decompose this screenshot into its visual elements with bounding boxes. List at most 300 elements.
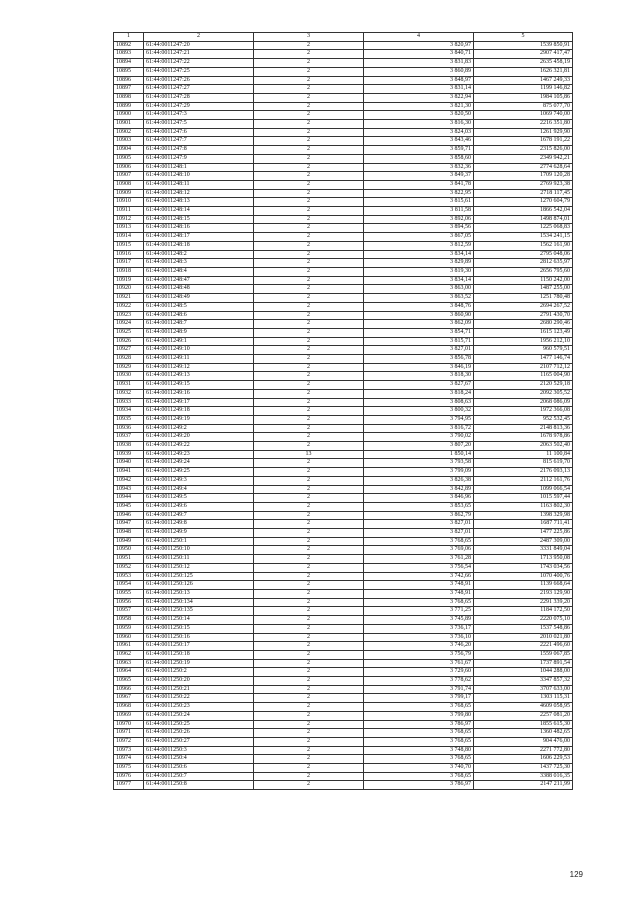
table-cell-col5: 1984 105,86 <box>474 93 573 102</box>
table-cell-col3: 2 <box>254 93 364 102</box>
table-cell-col3: 2 <box>254 755 364 764</box>
table-cell-col1: 10963 <box>114 659 144 668</box>
table-row <box>114 677 573 686</box>
table-cell-col2: 61:44:0011250:21 <box>144 685 254 694</box>
table-cell-col5: 1150 242,00 <box>474 276 573 285</box>
table-cell-col5: 2315 826,00 <box>474 146 573 155</box>
table-cell-col1: 10948 <box>114 529 144 538</box>
table-cell-col3: 2 <box>254 502 364 511</box>
table-cell-col1: 10897 <box>114 85 144 94</box>
table-cell-col5: 1261 929,90 <box>474 128 573 137</box>
table-cell-col1: 10944 <box>114 494 144 503</box>
table-row <box>114 389 573 398</box>
table-cell-col5: 2063 502,40 <box>474 442 573 451</box>
table-cell-col5: 1972 366,08 <box>474 407 573 416</box>
table-cell-col3: 2 <box>254 389 364 398</box>
table-cell-col3: 2 <box>254 355 364 364</box>
table-cell-col5: 1498 874,01 <box>474 215 573 224</box>
table-cell-col5: 1537 548,86 <box>474 624 573 633</box>
table-cell-col5: 2812 635,97 <box>474 259 573 268</box>
table-cell-col3: 2 <box>254 120 364 129</box>
table-cell-col4: 3 793,58 <box>364 459 474 468</box>
table-cell-col5: 1737 891,54 <box>474 659 573 668</box>
table-cell-col3: 2 <box>254 363 364 372</box>
table-cell-col1: 10925 <box>114 328 144 337</box>
table-cell-col3: 2 <box>254 85 364 94</box>
table-row <box>114 581 573 590</box>
table-cell-col1: 10928 <box>114 355 144 364</box>
table-cell-col5: 4609 058,95 <box>474 703 573 712</box>
table-cell-col3: 2 <box>254 163 364 172</box>
table-row <box>114 320 573 329</box>
table-cell-col1: 10939 <box>114 450 144 459</box>
table-cell-col5: 2656 795,60 <box>474 267 573 276</box>
table-row <box>114 259 573 268</box>
table-cell-col5: 1199 146,82 <box>474 85 573 94</box>
table-row <box>114 737 573 746</box>
table-row <box>114 67 573 76</box>
table-cell-col5: 1303 115,31 <box>474 694 573 703</box>
table-row <box>114 189 573 198</box>
table-cell-col5: 3331 849,04 <box>474 546 573 555</box>
table-cell-col4: 3 768,65 <box>364 703 474 712</box>
table-cell-col4: 3 849,37 <box>364 172 474 181</box>
table-cell-col4: 3 841,78 <box>364 180 474 189</box>
table-cell-col4: 3 761,67 <box>364 659 474 668</box>
table-cell-col1: 10926 <box>114 337 144 346</box>
table-cell-col1: 10923 <box>114 311 144 320</box>
table-cell-col5: 1559 067,85 <box>474 650 573 659</box>
table-cell-col5: 1562 161,90 <box>474 241 573 250</box>
table-cell-col4: 3 843,46 <box>364 137 474 146</box>
table-cell-col3: 2 <box>254 128 364 137</box>
table-cell-col2: 61:44:0011249:1 <box>144 337 254 346</box>
table-cell-col3: 2 <box>254 772 364 781</box>
table-cell-col5: 2112 161,76 <box>474 476 573 485</box>
table-row <box>114 537 573 546</box>
table-cell-col5: 2148 813,36 <box>474 424 573 433</box>
table-row <box>114 41 573 50</box>
table-cell-col2: 61:44:0011249:15 <box>144 381 254 390</box>
table-cell-col1: 10956 <box>114 598 144 607</box>
table-cell-col1: 10943 <box>114 485 144 494</box>
table-row <box>114 598 573 607</box>
table-cell-col5: 1626 321,81 <box>474 67 573 76</box>
table-cell-col2: 61:44:0011247:3 <box>144 111 254 120</box>
table-cell-col5: 2680 290,46 <box>474 320 573 329</box>
table-cell-col1: 10935 <box>114 415 144 424</box>
table-cell-col1: 10899 <box>114 102 144 111</box>
table-cell-col3: 2 <box>254 468 364 477</box>
table-cell-col1: 10914 <box>114 233 144 242</box>
table-cell-col1: 10955 <box>114 590 144 599</box>
table-cell-col5: 3347 857,32 <box>474 677 573 686</box>
table-cell-col5: 2907 417,47 <box>474 50 573 59</box>
table-row <box>114 337 573 346</box>
table-cell-col2: 61:44:0011250:27 <box>144 737 254 746</box>
table-cell-col3: 2 <box>254 259 364 268</box>
table-row <box>114 50 573 59</box>
table-cell-col5: 2176 093,13 <box>474 468 573 477</box>
table-cell-col5: 2257 081,20 <box>474 711 573 720</box>
table-cell-col3: 2 <box>254 624 364 633</box>
table-cell-col4: 3 834,14 <box>364 276 474 285</box>
table-cell-col4: 3 894,56 <box>364 224 474 233</box>
table-cell-col5: 2349 942,21 <box>474 154 573 163</box>
table-cell-col3: 2 <box>254 581 364 590</box>
table-cell-col1: 10905 <box>114 154 144 163</box>
table-cell-col4: 3 794,95 <box>364 415 474 424</box>
table-cell-col5: 2487 309,00 <box>474 537 573 546</box>
table-cell-col1: 10947 <box>114 520 144 529</box>
table-cell-col5: 1099 066,54 <box>474 485 573 494</box>
table-row <box>114 128 573 137</box>
table-cell-col5: 2120 529,18 <box>474 381 573 390</box>
table-cell-col5: 1467 249,33 <box>474 76 573 85</box>
table-cell-col4: 3 846,19 <box>364 363 474 372</box>
table-cell-col2: 61:44:0011249:5 <box>144 494 254 503</box>
table-cell-col5: 2291 339,20 <box>474 598 573 607</box>
table-row <box>114 137 573 146</box>
table-cell-col1: 10896 <box>114 76 144 85</box>
table-cell-col2: 61:44:0011247:25 <box>144 67 254 76</box>
table-cell-col3: 2 <box>254 59 364 68</box>
table-cell-col5: 1437 725,30 <box>474 764 573 773</box>
table-cell-col1: 10918 <box>114 267 144 276</box>
table-cell-col2: 61:44:0011247:7 <box>144 137 254 146</box>
table-cell-col2: 61:44:0011249:23 <box>144 450 254 459</box>
table-cell-col5: 1070 400,76 <box>474 572 573 581</box>
table-cell-col4: 3 742,66 <box>364 572 474 581</box>
table-cell-col4: 3 807,20 <box>364 442 474 451</box>
table-row <box>114 468 573 477</box>
column-header-4: 4 <box>364 33 474 42</box>
table-cell-col5: 2220 075,10 <box>474 616 573 625</box>
table-row <box>114 555 573 564</box>
table-cell-col3: 2 <box>254 677 364 686</box>
table-cell-col3: 2 <box>254 180 364 189</box>
table-cell-col1: 10946 <box>114 511 144 520</box>
table-cell-col3: 2 <box>254 642 364 651</box>
table-cell-col1: 10968 <box>114 703 144 712</box>
table-cell-col3: 2 <box>254 520 364 529</box>
table-cell-col4: 3 786,97 <box>364 720 474 729</box>
table-row <box>114 59 573 68</box>
table-cell-col2: 61:44:0011247:6 <box>144 128 254 137</box>
table-cell-col3: 2 <box>254 476 364 485</box>
table-cell-col3: 2 <box>254 746 364 755</box>
table-cell-col2: 61:44:0011250:8 <box>144 781 254 790</box>
table-cell-col2: 61:44:0011249:17 <box>144 398 254 407</box>
table-cell-col4: 3 860,90 <box>364 311 474 320</box>
table-cell-col1: 10902 <box>114 128 144 137</box>
table-row <box>114 668 573 677</box>
table-cell-col3: 2 <box>254 337 364 346</box>
table-cell-col1: 10961 <box>114 642 144 651</box>
table-cell-col1: 10940 <box>114 459 144 468</box>
table-cell-col2: 61:44:0011249:13 <box>144 372 254 381</box>
table-cell-col3: 2 <box>254 546 364 555</box>
table-cell-col1: 10977 <box>114 781 144 790</box>
table-row <box>114 494 573 503</box>
table-cell-col5: 1069 740,00 <box>474 111 573 120</box>
table-cell-col4: 3 748,91 <box>364 581 474 590</box>
table-cell-col3: 2 <box>254 737 364 746</box>
table-row <box>114 459 573 468</box>
table-cell-col5: 2092 305,52 <box>474 389 573 398</box>
table-cell-col2: 61:44:0011250:15 <box>144 624 254 633</box>
table-row <box>114 424 573 433</box>
table-cell-col1: 10934 <box>114 407 144 416</box>
table-cell-col1: 10976 <box>114 772 144 781</box>
table-cell-col2: 61:44:0011250:135 <box>144 607 254 616</box>
table-row <box>114 607 573 616</box>
table-cell-col2: 61:44:0011248:16 <box>144 224 254 233</box>
table-cell-col1: 10962 <box>114 650 144 659</box>
table-cell-col3: 2 <box>254 207 364 216</box>
table-cell-col4: 3 736,17 <box>364 624 474 633</box>
table-cell-col2: 61:44:0011248:2 <box>144 250 254 259</box>
table-cell-col1: 10908 <box>114 180 144 189</box>
table-cell-col1: 10954 <box>114 581 144 590</box>
table-row <box>114 93 573 102</box>
table-cell-col4: 3 800,32 <box>364 407 474 416</box>
table-cell-col3: 2 <box>254 494 364 503</box>
table-cell-col4: 3 818,24 <box>364 389 474 398</box>
table-cell-col2: 61:44:0011250:12 <box>144 563 254 572</box>
table-cell-col4: 3 892,06 <box>364 215 474 224</box>
table-cell-col5: 2010 021,80 <box>474 633 573 642</box>
table-cell-col3: 2 <box>254 415 364 424</box>
table-cell-col4: 3 791,74 <box>364 685 474 694</box>
table-cell-col3: 2 <box>254 459 364 468</box>
table-row <box>114 502 573 511</box>
table-cell-col3: 2 <box>254 659 364 668</box>
table-row <box>114 85 573 94</box>
table-cell-col4: 3 822,95 <box>364 189 474 198</box>
table-cell-col1: 10930 <box>114 372 144 381</box>
table-row <box>114 146 573 155</box>
table-row <box>114 450 573 459</box>
table-cell-col1: 10938 <box>114 442 144 451</box>
table-row <box>114 764 573 773</box>
table-cell-col3: 2 <box>254 276 364 285</box>
table-cell-col4: 3 768,65 <box>364 772 474 781</box>
table-cell-col2: 61:44:0011249:8 <box>144 520 254 529</box>
table-cell-col1: 10898 <box>114 93 144 102</box>
table-cell-col4: 3 799,80 <box>364 711 474 720</box>
table-cell-col5: 2068 086,09 <box>474 398 573 407</box>
table-cell-col3: 2 <box>254 590 364 599</box>
table-cell-col4: 3 863,00 <box>364 285 474 294</box>
table-cell-col5: 2769 923,38 <box>474 180 573 189</box>
table-cell-col1: 10967 <box>114 694 144 703</box>
table-cell-col2: 61:44:0011250:18 <box>144 650 254 659</box>
table-cell-col5: 1615 123,49 <box>474 328 573 337</box>
table-cell-col2: 61:44:0011248:6 <box>144 311 254 320</box>
table-cell-col3: 2 <box>254 146 364 155</box>
table-cell-col4: 3 778,62 <box>364 677 474 686</box>
table-cell-col5: 1866 542,04 <box>474 207 573 216</box>
table-cell-col3: 2 <box>254 50 364 59</box>
table-cell-col3: 2 <box>254 764 364 773</box>
table-cell-col4: 3 840,71 <box>364 50 474 59</box>
table-cell-col1: 10958 <box>114 616 144 625</box>
data-table <box>113 32 573 790</box>
table-cell-col1: 10892 <box>114 41 144 50</box>
table-row <box>114 590 573 599</box>
table-row <box>114 407 573 416</box>
table-cell-col2: 61:44:0011250:23 <box>144 703 254 712</box>
table-row <box>114 633 573 642</box>
table-row <box>114 703 573 712</box>
table-cell-col1: 10969 <box>114 711 144 720</box>
table-cell-col2: 61:44:0011250:7 <box>144 772 254 781</box>
table-cell-col5: 1398 329,98 <box>474 511 573 520</box>
table-cell-col3: 13 <box>254 450 364 459</box>
table-row <box>114 267 573 276</box>
table-cell-col5: 815 619,70 <box>474 459 573 468</box>
table-cell-col3: 2 <box>254 668 364 677</box>
table-row <box>114 616 573 625</box>
table-row <box>114 328 573 337</box>
table-cell-col5: 2791 430,70 <box>474 311 573 320</box>
table-cell-col4: 3 808,63 <box>364 398 474 407</box>
table-cell-col2: 61:44:0011248:17 <box>144 233 254 242</box>
table-row <box>114 294 573 303</box>
table-cell-col4: 3 768,65 <box>364 729 474 738</box>
table-cell-col5: 1477 146,74 <box>474 355 573 364</box>
table-cell-col1: 10965 <box>114 677 144 686</box>
table-row <box>114 180 573 189</box>
table-cell-col1: 10964 <box>114 668 144 677</box>
table-cell-col1: 10909 <box>114 189 144 198</box>
table-cell-col3: 2 <box>254 76 364 85</box>
table-row <box>114 529 573 538</box>
table-row <box>114 720 573 729</box>
table-cell-col1: 10937 <box>114 433 144 442</box>
table-row <box>114 111 573 120</box>
table-cell-col4: 3 768,65 <box>364 537 474 546</box>
table-cell-col1: 10921 <box>114 294 144 303</box>
table-row <box>114 398 573 407</box>
table-cell-col1: 10915 <box>114 241 144 250</box>
table-cell-col5: 1225 068,83 <box>474 224 573 233</box>
table-cell-col1: 10916 <box>114 250 144 259</box>
table-cell-col1: 10942 <box>114 476 144 485</box>
table-cell-col3: 2 <box>254 616 364 625</box>
table-cell-col3: 2 <box>254 137 364 146</box>
table-cell-col4: 3 812,59 <box>364 241 474 250</box>
table-cell-col4: 3 761,28 <box>364 555 474 564</box>
table-cell-col2: 61:44:0011248:12 <box>144 189 254 198</box>
table-cell-col3: 2 <box>254 607 364 616</box>
table-cell-col1: 10893 <box>114 50 144 59</box>
table-cell-col2: 61:44:0011250:22 <box>144 694 254 703</box>
table-cell-col4: 3 829,89 <box>364 259 474 268</box>
table-cell-col1: 10931 <box>114 381 144 390</box>
table-cell-col5: 904 476,00 <box>474 737 573 746</box>
table-cell-col3: 2 <box>254 372 364 381</box>
table-cell-col1: 10912 <box>114 215 144 224</box>
table-cell-col1: 10917 <box>114 259 144 268</box>
table-cell-col3: 2 <box>254 198 364 207</box>
table-cell-col5: 2635 458,19 <box>474 59 573 68</box>
table-cell-col4: 3 740,70 <box>364 764 474 773</box>
table-cell-col4: 3 756,79 <box>364 650 474 659</box>
table-cell-col2: 61:44:0011250:125 <box>144 572 254 581</box>
table-cell-col3: 2 <box>254 703 364 712</box>
table-cell-col2: 61:44:0011248:3 <box>144 259 254 268</box>
table-cell-col4: 3 853,65 <box>364 502 474 511</box>
table-cell-col1: 10945 <box>114 502 144 511</box>
table-cell-col4: 3 860,89 <box>364 67 474 76</box>
table-cell-col2: 61:44:0011248:48 <box>144 285 254 294</box>
table-cell-col2: 61:44:0011247:27 <box>144 85 254 94</box>
table-cell-col3: 2 <box>254 250 364 259</box>
table-cell-col4: 3 771,25 <box>364 607 474 616</box>
table-cell-col2: 61:44:0011248:9 <box>144 328 254 337</box>
table-cell-col2: 61:44:0011249:10 <box>144 346 254 355</box>
table-cell-col3: 2 <box>254 563 364 572</box>
table-cell-col3: 2 <box>254 781 364 790</box>
table-cell-col4: 3 811,58 <box>364 207 474 216</box>
table-row <box>114 163 573 172</box>
table-cell-col4: 3 831,14 <box>364 85 474 94</box>
table-cell-col2: 61:44:0011250:19 <box>144 659 254 668</box>
table-cell-col5: 2193 129,90 <box>474 590 573 599</box>
table-cell-col3: 2 <box>254 267 364 276</box>
table-cell-col4: 3 821,30 <box>364 102 474 111</box>
table-cell-col1: 10949 <box>114 537 144 546</box>
table-cell-col2: 61:44:0011249:4 <box>144 485 254 494</box>
table-cell-col4: 3 768,65 <box>364 598 474 607</box>
table-row <box>114 572 573 581</box>
table-cell-col4: 3 863,52 <box>364 294 474 303</box>
table-row <box>114 198 573 207</box>
table-cell-col3: 2 <box>254 102 364 111</box>
table-cell-col2: 61:44:0011250:134 <box>144 598 254 607</box>
table-cell-col3: 2 <box>254 511 364 520</box>
table-cell-col1: 10913 <box>114 224 144 233</box>
table-cell-col5: 1251 780,48 <box>474 294 573 303</box>
table-cell-col4: 3 799,09 <box>364 468 474 477</box>
table-cell-col2: 61:44:0011250:3 <box>144 746 254 755</box>
table-cell-col3: 2 <box>254 529 364 538</box>
table-cell-col3: 2 <box>254 424 364 433</box>
table-row <box>114 772 573 781</box>
table-row <box>114 154 573 163</box>
table-row <box>114 224 573 233</box>
table-cell-col2: 61:44:0011248:5 <box>144 302 254 311</box>
table-row <box>114 215 573 224</box>
table-cell-col5: 1163 802,30 <box>474 502 573 511</box>
table-cell-col3: 2 <box>254 442 364 451</box>
table-cell-col5: 1743 034,56 <box>474 563 573 572</box>
table-cell-col2: 61:44:0011249:19 <box>144 415 254 424</box>
table-cell-col4: 3 862,09 <box>364 320 474 329</box>
table-cell-col3: 2 <box>254 685 364 694</box>
table-cell-col3: 2 <box>254 241 364 250</box>
table-row <box>114 563 573 572</box>
table-cell-col4: 3 816,30 <box>364 120 474 129</box>
table-cell-col5: 1713 950,08 <box>474 555 573 564</box>
table-cell-col1: 10900 <box>114 111 144 120</box>
table-cell-col4: 3 756,54 <box>364 563 474 572</box>
table-cell-col4: 3 799,17 <box>364 694 474 703</box>
table-cell-col2: 61:44:0011249:12 <box>144 363 254 372</box>
table-row <box>114 302 573 311</box>
